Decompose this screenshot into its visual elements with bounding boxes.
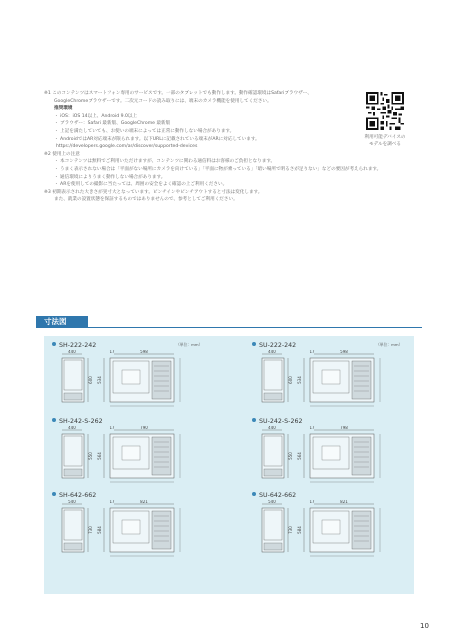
- bullet-dot-icon: [252, 492, 256, 496]
- model-block: [252, 492, 432, 564]
- dimension-drawing: [256, 500, 416, 562]
- model-name-text: SH-242-S-262: [59, 418, 103, 425]
- qr-caption: [352, 134, 418, 148]
- dimension-drawing: [56, 500, 216, 562]
- side-width-label: 790: [140, 426, 148, 430]
- side-depth-label: 17: [309, 426, 315, 430]
- front-height-label: 730: [88, 526, 93, 534]
- side-depth-label: 17: [309, 350, 315, 354]
- side-view-window: [122, 446, 140, 460]
- env-item: ・ iOS：iOS 14以上、Android 9.0以上: [54, 113, 138, 119]
- section-rule: [36, 327, 422, 328]
- front-view-grille: [264, 469, 282, 476]
- page-number: 10: [420, 622, 429, 630]
- front-view-grille: [264, 543, 282, 550]
- side-height-label: 534: [297, 376, 302, 384]
- unit-label: （単位：mm）: [176, 342, 203, 347]
- model-name-text: SU-242-S-262: [259, 418, 303, 425]
- dimension-drawing: [256, 426, 416, 488]
- qr-caption-line-1: 利用可能デバイスの: [364, 135, 406, 140]
- dimension-drawing: [56, 350, 216, 412]
- side-width-label: 798: [340, 426, 348, 430]
- side-view-machine-section: [352, 511, 371, 549]
- front-width-label: 440: [68, 426, 76, 430]
- side-width-label: 598: [140, 350, 148, 354]
- front-height-label: 730: [288, 526, 293, 534]
- note-1-line-1: ※1 このコンテンツはスマートフォン専用のサービスです。一部のタブレットでも動作します。動作確認環境はSafariブラウザー、: [44, 91, 312, 96]
- side-width-label: 821: [140, 500, 148, 504]
- side-depth-label: 17: [109, 500, 115, 504]
- front-height-label: 550: [288, 452, 293, 460]
- side-view-machine-section: [152, 361, 171, 399]
- side-view-window: [322, 520, 340, 534]
- side-height-label: 564: [297, 452, 302, 460]
- front-height-label: 600: [288, 376, 293, 384]
- dimension-drawing: [256, 350, 416, 412]
- model-block: [52, 418, 232, 490]
- model-name-text: SU-222-242: [259, 342, 297, 349]
- note-2-item: ・ 本コンテンツは無料でご利用いただけますが、コンテンツに関わる通信料はお客様のご負担となります。: [54, 159, 276, 165]
- qr-code-icon[interactable]: [366, 92, 404, 130]
- side-height-label: 584: [97, 526, 102, 534]
- env-item: ・ AndroidではAR対応端末が限られます。以下URLに記載されている端末がARに対応しています。: [54, 136, 260, 142]
- side-width-label: 598: [340, 350, 348, 354]
- note-1-line-2: GoogleChromeブラウザーです。二次元コードの読み取りには、端末のカメラ機能を使用してください。: [54, 98, 272, 104]
- note-3-line-1: ※3 初期表示された大きさが実寸大となっています。ピンチインやピンチアウトすると寸法は変化します。: [44, 189, 263, 195]
- notes-block: [44, 90, 382, 204]
- bullet-dot-icon: [52, 418, 56, 422]
- env-heading-text: 推奨環境: [54, 106, 73, 112]
- front-width-label: 440: [268, 350, 276, 354]
- env-url[interactable]: https://developers.google.com/ar/discover/supported-devices: [56, 144, 198, 150]
- note-2-item: ・ 通信環境によりうまく動作しない場合があります。: [54, 174, 166, 180]
- note-2-heading: ※2 使用上の注意: [44, 151, 80, 157]
- model-name: [252, 342, 296, 349]
- front-view-grille: [64, 469, 82, 476]
- side-height-label: 534: [97, 376, 102, 384]
- front-height-label: 600: [88, 376, 93, 384]
- model-block: [252, 342, 432, 414]
- side-view-machine-section: [152, 511, 171, 549]
- note-2-item: ・ ARを使用しての撮影に当たっては、周囲の安全をよく確認の上ご利用ください。: [54, 182, 228, 188]
- model-name-text: SU-642-662: [259, 492, 297, 499]
- side-height-label: 584: [297, 526, 302, 534]
- side-view-window: [122, 520, 140, 534]
- front-width-label: 540: [68, 500, 76, 504]
- note-2-item: ・ うまく表示されない場合は「平面がない場所にカメラを向けている」「平面に物が乗っている」「暗い場所で明るさが足りない」などの要因が考えられます。: [54, 166, 382, 172]
- side-view-machine-section: [352, 437, 371, 475]
- side-height-label: 564: [97, 452, 102, 460]
- model-name: [252, 418, 302, 425]
- qr-caption-line-2: モデルを調べる: [369, 142, 401, 147]
- front-view-grille: [64, 543, 82, 550]
- model-name: [52, 342, 96, 349]
- side-depth-label: 17: [109, 350, 115, 354]
- model-name: [52, 418, 103, 425]
- model-block: [252, 418, 432, 490]
- bullet-dot-icon: [52, 492, 56, 496]
- front-view-grille: [264, 393, 282, 400]
- side-depth-label: 17: [109, 426, 115, 430]
- section-title: 寸法図: [36, 316, 88, 328]
- bullet-dot-icon: [52, 342, 56, 346]
- model-block: [52, 342, 232, 414]
- env-heading: [44, 105, 344, 113]
- front-width-label: 540: [268, 500, 276, 504]
- dimension-drawing: [56, 426, 216, 488]
- model-name: [52, 492, 96, 499]
- front-width-label: 440: [68, 350, 76, 354]
- bullet-dot-icon: [252, 342, 256, 346]
- unit-label: （単位：mm）: [376, 342, 403, 347]
- front-height-label: 550: [88, 452, 93, 460]
- model-name-text: SH-642-662: [59, 492, 97, 499]
- note-3-line-2: また、就業の設置状態を保証するものではありませんので、参考としてご利用ください。: [54, 197, 238, 203]
- model-block: [52, 492, 232, 564]
- model-name-text: SH-222-242: [59, 342, 97, 349]
- env-item: ・ 上記を満たしていても、お使いの端末によっては正常に動作しない場合があります。: [54, 128, 235, 134]
- bullet-dot-icon: [252, 418, 256, 422]
- front-width-label: 440: [268, 426, 276, 430]
- side-view-window: [322, 446, 340, 460]
- side-width-label: 821: [340, 500, 348, 504]
- side-view-machine-section: [352, 361, 371, 399]
- side-view-window: [122, 370, 140, 384]
- side-view-machine-section: [152, 437, 171, 475]
- side-view-window: [322, 370, 340, 384]
- env-item: ・ ブラウザー：Safari 最新版、GoogleChrome 最新版: [54, 121, 171, 127]
- side-depth-label: 17: [309, 500, 315, 504]
- front-view-grille: [64, 393, 82, 400]
- model-name: [252, 492, 296, 499]
